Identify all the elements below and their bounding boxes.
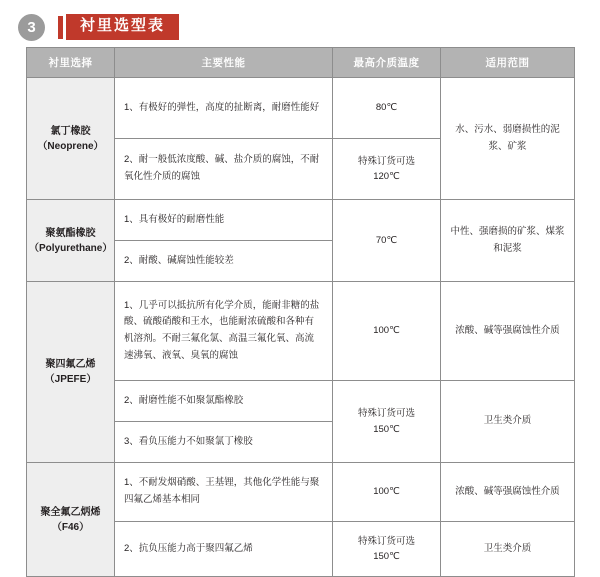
temperature-line1: 特殊订货可选 [357,535,415,547]
cell-application-range: 卫生类介质 [441,381,575,463]
table-row [27,200,575,241]
table-row [27,78,575,139]
table-body [27,78,575,577]
cell-lining-name [27,463,115,577]
cell-lining-name [27,282,115,463]
cell-performance: 1、具有极好的耐磨性能 [115,200,333,241]
page-title [58,14,179,40]
cell-application-range: 浓酸、碱等强腐蚀性介质 [441,282,575,381]
table-row [27,463,575,522]
cell-temperature: 70℃ [333,200,441,282]
cell-performance: 2、耐一般低浓度酸、碱、盐介质的腐蚀，不耐氧化性介质的腐蚀 [115,139,333,200]
cell-temperature [333,381,441,463]
table-header-row [27,48,575,78]
cell-application-range: 中性、强磨损的矿浆、煤浆和泥浆 [441,200,575,282]
cell-performance: 2、耐酸、碱腐蚀性能较差 [115,241,333,282]
cell-performance: 3、看负压能力不如聚氯丁橡胶 [115,422,333,463]
cell-temperature [333,522,441,577]
title-accent-bar [58,16,63,39]
lining-name-line1: 聚全氟乙炳烯 [40,506,101,518]
cell-temperature [333,139,441,200]
section-header [0,0,600,44]
cell-performance: 1、不耐发烟硝酸、王基锂，其他化学性能与聚四氟乙烯基本相同 [115,463,333,522]
cell-performance: 2、抗负压能力高于聚四氟乙烯 [115,522,333,577]
lining-name-line2: （Neoprene） [37,140,104,152]
lining-selection-table [26,47,575,577]
cell-performance: 2、耐磨性能不如聚氯酯橡胶 [115,381,333,422]
column-header-application-range: 适用范围 [441,48,575,78]
temperature-line2: 150℃ [373,551,400,562]
page-title-text: 衬里选型表 [66,14,179,40]
cell-application-range: 浓酸、碱等强腐蚀性介质 [441,463,575,522]
temperature-line1: 特殊订货可选 [357,155,415,167]
cell-lining-name [27,78,115,200]
temperature-line2: 150℃ [373,423,400,435]
cell-temperature: 100℃ [333,463,441,522]
lining-name-line1: 聚氨酯橡胶 [45,227,96,239]
lining-name-line2: （JPEFE） [44,374,97,385]
column-header-max-temperature: 最高介质温度 [333,48,441,78]
cell-application-range: 水、污水、弱磨损性的泥浆、矿浆 [441,78,575,200]
lining-name-line1: 聚四氟乙烯 [45,359,96,370]
table-container [0,44,600,577]
column-header-performance: 主要性能 [115,48,333,78]
lining-name-line2: （F46） [51,521,90,533]
lining-name-line1: 氯丁橡胶 [50,125,91,137]
cell-temperature: 100℃ [333,282,441,381]
cell-lining-name [27,200,115,282]
cell-performance: 1、有极好的弹性，高度的扯断离，耐磨性能好 [115,78,333,139]
column-header-lining: 衬里选择 [27,48,115,78]
temperature-line1: 特殊订货可选 [357,408,415,420]
temperature-line2: 120℃ [373,171,400,182]
cell-performance: 1、几乎可以抵抗所有化学介质，能耐非糖的盐酸、硫酸硝酸和王水，也能耐浓硫酸和各种有机溶剂。不耐三氟化氯、高温三氟化氧、高流速沸氧、液氧、臭氧的腐蚀 [115,282,333,381]
cell-temperature: 80℃ [333,78,441,139]
lining-name-line2: （Polyurethane） [29,242,113,254]
table-header [27,48,575,78]
cell-application-range: 卫生类介质 [441,522,575,577]
section-number-badge: 3 [18,14,45,41]
table-row [27,282,575,381]
